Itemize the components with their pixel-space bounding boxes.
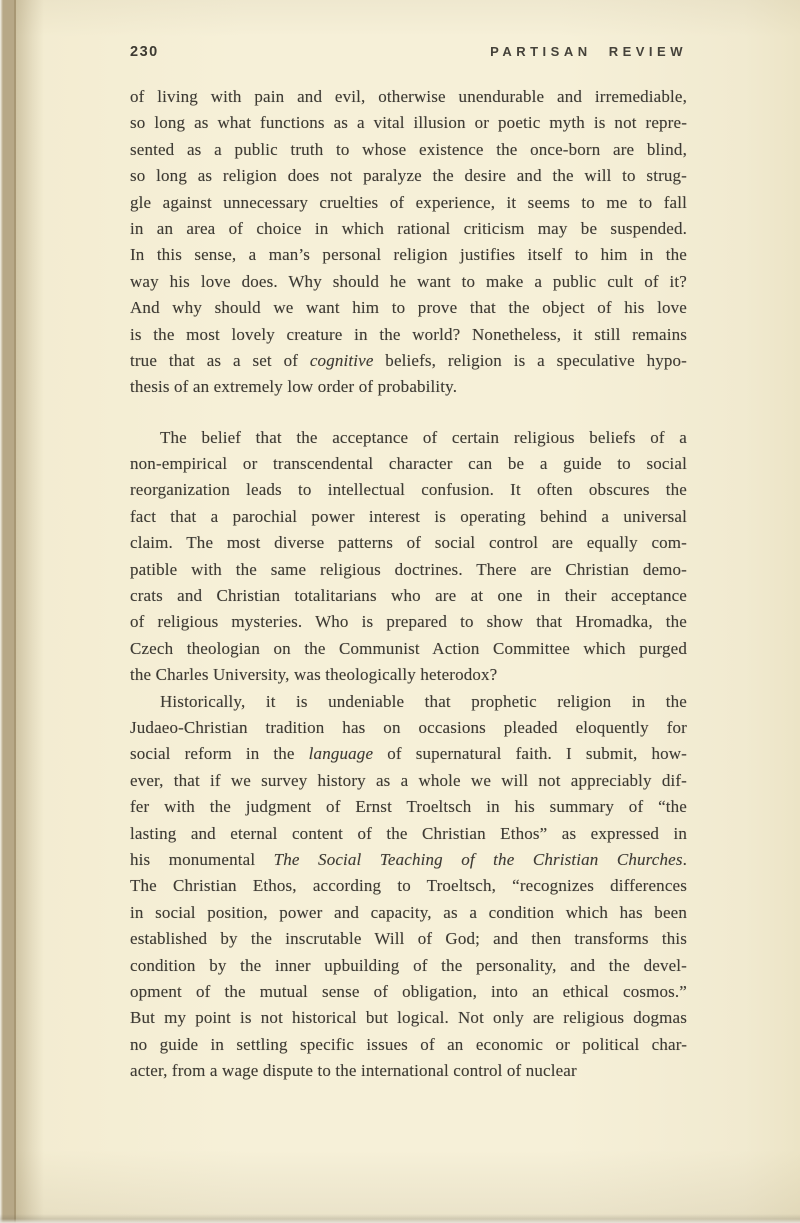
text-segment: Judaeo-Christian tradition has on occasions pleaded eloquently for [130, 717, 687, 737]
text-segment: . [682, 849, 687, 869]
text-line [130, 1058, 687, 1084]
text-segment: so long as what functions as a vital illusion or poetic myth is not repre- [130, 113, 687, 133]
italic-text-segment: The Social Teaching of the Christian Churches [273, 849, 683, 869]
text-segment: social reform in the [130, 744, 309, 764]
text-segment: true that as a set of [130, 350, 310, 370]
text-segment: so long as religion does not paralyze the desire and the will to strug- [130, 166, 687, 186]
text-line [130, 530, 687, 556]
text-line [130, 715, 687, 741]
journal-title: PARTISAN REVIEW [490, 44, 687, 59]
text-segment: sented as a public truth to whose existence the once-born are blind, [130, 139, 687, 159]
text-line [130, 110, 687, 136]
page-number: 230 [130, 44, 159, 60]
italic-text-segment: cognitive [309, 350, 374, 370]
text-line [130, 794, 687, 820]
text-segment: And why should we want him to prove that the object of his love [130, 298, 687, 318]
text-segment: condition by the inner upbuilding of the personality, and the devel- [130, 955, 687, 975]
text-line [130, 873, 687, 899]
page-bottom-edge [0, 1214, 800, 1223]
text-line [130, 1005, 687, 1031]
text-line [130, 1032, 687, 1058]
text-line [130, 477, 687, 503]
text-segment: reorganization leads to intellectual confusion. It often obscures the [130, 480, 687, 500]
text-segment: Historically, it is undeniable that prophetic religion in the [160, 691, 687, 711]
text-line [130, 348, 687, 374]
italic-text-segment: language [308, 744, 374, 764]
text-line [130, 689, 687, 715]
text-segment: the Charles University, was theologically heterodox? [130, 665, 498, 685]
text-line [130, 821, 687, 847]
text-segment: crats and Christian totalitarians who are at one in their acceptance [130, 586, 687, 606]
text-segment: his monumental [130, 849, 274, 869]
text-line [130, 609, 687, 635]
text-segment: thesis of an extremely low order of probability. [130, 377, 458, 397]
text-segment: gle against unnecessary cruelties of experience, it seems to me to fall [130, 192, 687, 212]
text-line [130, 979, 687, 1005]
text-line [130, 741, 687, 767]
running-header [130, 44, 687, 60]
text-segment: non-empirical or transcendental character can be a guide to social [130, 454, 687, 474]
text-line [130, 900, 687, 926]
text-segment: claim. The most diverse patterns of social control are equally com- [130, 533, 687, 553]
text-segment: The Christian Ethos, according to Troeltsch, “recognizes differences [130, 876, 687, 896]
text-segment: in an area of choice in which rational criticism may be suspended. [130, 218, 687, 238]
text-segment: of living with pain and evil, otherwise unendurable and irremediable, [130, 87, 687, 106]
text-segment: no guide in settling specific issues of an economic or political char- [130, 1034, 687, 1054]
text-line [130, 847, 687, 873]
text-segment: But my point is not historical but logical. Not only are religious dogmas [130, 1008, 687, 1028]
text-line [130, 84, 687, 110]
text-line [130, 374, 687, 400]
text-segment: ever, that if we survey history as a whole we will not appreciably dif- [130, 770, 687, 790]
text-line [130, 163, 687, 189]
text-segment: is the most lovely creature in the world? Nonetheless, it still remains [130, 324, 687, 344]
text-segment: acter, from a wage dispute to the international control of nuclear [130, 1061, 577, 1081]
text-segment: Czech theologian on the Communist Action Committee which purged [130, 638, 687, 658]
text-line [130, 557, 687, 583]
text-line [130, 953, 687, 979]
scan-edge-highlight [0, 0, 3, 1223]
text-segment: The belief that the acceptance of certain religious beliefs of a [160, 427, 687, 447]
text-segment: in social position, power and capacity, as a condition which has been [130, 902, 687, 922]
text-line [130, 451, 687, 477]
text-line [130, 242, 687, 268]
paragraph [130, 84, 687, 401]
text-segment: beliefs, religion is a speculative hypo- [373, 350, 687, 370]
text-line [130, 583, 687, 609]
text-segment: opment of the mutual sense of obligation, into an ethical cosmos.” [130, 981, 687, 1001]
text-segment: of supernatural faith. I submit, how- [373, 744, 687, 764]
text-line [130, 504, 687, 530]
text-line [130, 636, 687, 662]
text-line [130, 768, 687, 794]
text-line [130, 269, 687, 295]
paragraph [130, 425, 687, 689]
text-line [130, 926, 687, 952]
text-segment: of religious mysteries. Who is prepared to show that Hromadka, the [130, 612, 687, 632]
text-segment: way his love does. Why should he want to make a public cult of it? [130, 271, 687, 291]
text-segment: fer with the judgment of Ernst Troeltsch in his summary of “the [130, 797, 687, 817]
text-line [130, 137, 687, 163]
text-line [130, 425, 687, 451]
binding-shadow [14, 0, 44, 1223]
text-segment: In this sense, a man’s personal religion justifies itself to him in the [130, 245, 687, 265]
paragraph [130, 689, 687, 1085]
text-line [130, 295, 687, 321]
text-line [130, 322, 687, 348]
text-line [130, 662, 687, 688]
text-segment: lasting and eternal content of the Christian Ethos” as expressed in [130, 823, 687, 843]
text-segment: patible with the same religious doctrines. There are Christian demo- [130, 559, 687, 579]
text-line [130, 190, 687, 216]
text-segment: established by the inscrutable Will of God; and then transforms this [130, 929, 687, 949]
text-line [130, 216, 687, 242]
text-segment: fact that a parochial power interest is operating behind a universal [130, 506, 687, 526]
text-block [130, 84, 687, 1084]
